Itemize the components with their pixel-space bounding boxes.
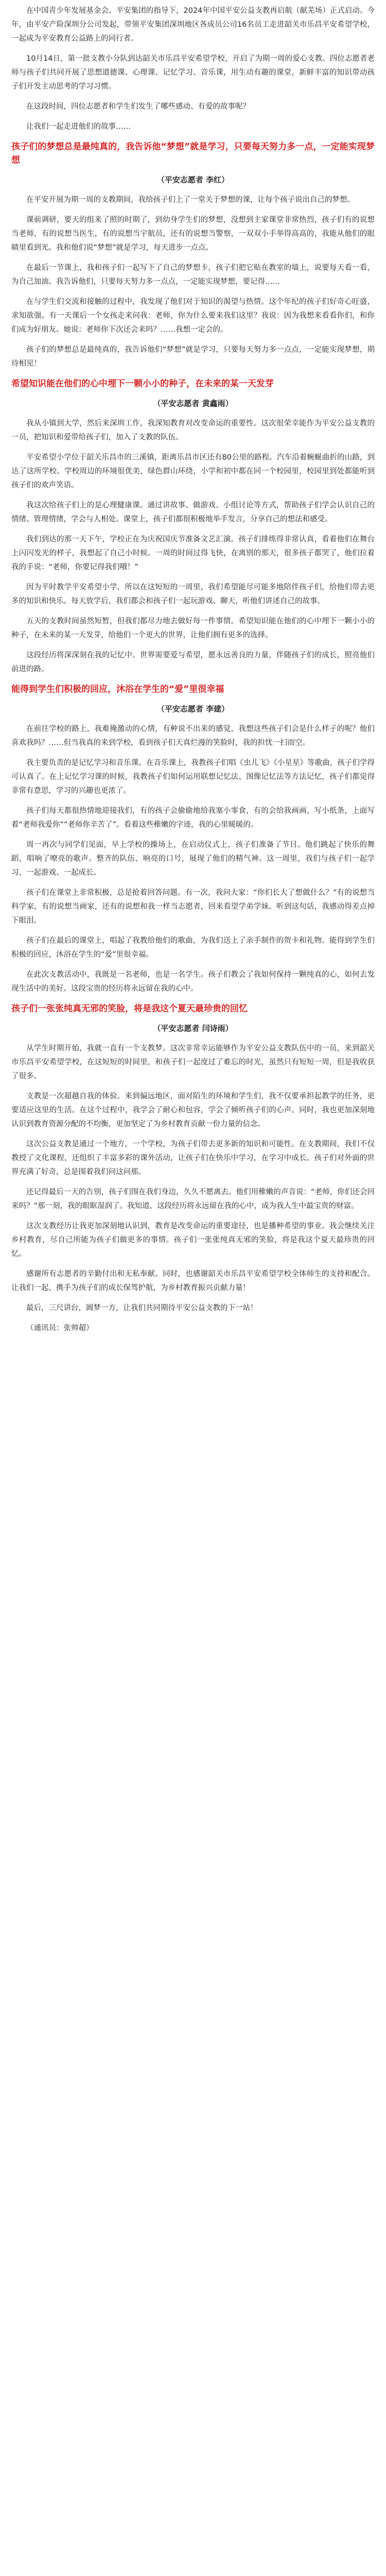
- section-3-paragraph-5: 孩子们在课堂上非常积极，总是抢着回答问题。有一次，我问大家：“你们长大了想做什么？”有的说想当科学家，有的说想当画家，还有的说想和我一样当志愿者，回来看望学弟学妹。听到这句话，我感动得差点掉下眼泪。: [11, 889, 375, 925]
- intro-paragraph-2: 10月14日，第一批支教小分队到达韶关市乐昌平安希望学校，开启了为期一周的爱心支教。四位志愿者老师与孩子们共同开展了思想道德课、心理课、记忆学习、音乐课，用生动有趣的课堂，新鲜丰富的知识带动孩子们开发主动思考的学习习惯。: [11, 55, 375, 91]
- section-3-author: （平安志愿者 李建）: [156, 704, 230, 714]
- section-2-paragraph-6: 五天的支教时间虽然短暂，但我们都尽力地去做好每一件事情。希望知识能在他们的心中埋下一颗小小的种子，在未来的某一天发芽，给他们一个更大的世界，让他们拥有更多的选择。: [11, 617, 375, 639]
- section-3-paragraph-6: 孩子们在最后的课堂上，唱起了我教给他们的歌曲，为我们送上了亲手制作的贺卡和礼物。能得到学生们积极的回应，沐浴在学生的“爱”里很幸福。: [11, 937, 375, 959]
- section-3-paragraph-1: 在前往学校的路上，我难掩激动的心情，有种说不出来的感觉，我想这些孩子们会是什么样子的呢？他们喜欢我吗？……但当我真的来到学校，看到孩子们天真烂漫的笑脸时，我的担忧一扫而空。: [11, 725, 375, 747]
- intro-paragraph-3: 在这段时间，四位志愿者和学生们发生了哪些感动、有爱的故事呢？: [26, 103, 250, 111]
- section-1-paragraph-5: 孩子们的梦想总是最纯真的，我告诉他们“梦想”就是学习，只要每天努力多一点点，一定能实现梦想，期待相见！: [11, 346, 375, 368]
- section-4-paragraph-4: 还记得最后一天的告别，孩子们围在我们身边，久久不愿离去。他们用稚嫩的声音说：“老师，你们还会回来吗？”那一刻，我的眼眶湿润了。我知道，这段经历将永远留在我的心中，成为我人生中最宝贵的财富。: [11, 1188, 375, 1210]
- section-1-heading: 孩子们的梦想总是最纯真的，我告诉他“梦想”就是学习，只要每天努力多一点，一定能实现梦想: [11, 142, 375, 165]
- section-4-paragraph-2: 支教是一次超越自我的体验。来到偏远地区，面对陌生的环境和学生们，我不仅要承担起教学的任务，更要适应这里的生活。在这个过程中，我学会了耐心和包容，学会了倾听孩子们的心声。同时，我也更加深刻地认识到教育资源分配的不均衡，更加坚定了为乡村教育贡献一份力量的信念。: [11, 1092, 375, 1128]
- section-2-paragraph-3: 我这次给孩子们上的是心理健康课。通过讲故事、做游戏、小组讨论等方式，帮助孩子们学会认识自己的情绪、管理情绪，学会与人相处。课堂上，孩子们都很积极地举手发言，分享自己的想法和感受。: [11, 501, 375, 523]
- section-1-paragraph-4: 在与学生们交流和接触的过程中，我发现了他们对于知识的渴望与热情。这个年纪的孩子们好奇心旺盛，求知欲强。有一天课后一个女孩走来问我：老师，你为什么要来我们这里？我说：因为我想来看看你们，和你们成为好朋友。她说：老师你下次还会来吗？……我想一定会的。: [11, 298, 375, 334]
- section-4-paragraph-3: 这次公益支教是通过一个地方，一个学校，为孩子们带去更多新的知识和可能性。在支教期间，我们不仅教授了文化课程，还组织了丰富多彩的课外活动，让孩子们在快乐中学习，在学习中成长。孩子们对外面的世界充满了好奇，总是围着我们问这问那。: [11, 1140, 375, 1176]
- section-4-paragraph-5: 这次支教经历让我更加深刻地认识到，教育是改变命运的重要途径，也是播种希望的事业。我会继续关注乡村教育，尽自己所能为孩子们做更多的事情。孩子们一张张纯真无邪的笑脸，将是我这个夏天最珍贵的回忆。: [11, 1222, 375, 1258]
- closing-paragraph-2: 最后，三尺讲台，圆梦一方，让我们共同期待平安公益支教的下一站！: [26, 1304, 258, 1312]
- section-3-paragraph-2: 我主要负责的是记忆学习和音乐课。在音乐课上，我教孩子们唱《虫儿飞》《小星星》等歌曲，孩子们学得可认真了。在上记忆学习课的时候，我教孩子们如何运用联想记忆法、图像记忆法等方法记忆，孩子们都觉得非常有意思，学习的兴趣也更浓了。: [11, 759, 375, 795]
- closing-paragraph-1: 感谢所有志愿者的辛勤付出和无私奉献。同时，也感谢韶关市乐昌平安希望学校全体师生的支持和配合。让我们一起，携手为孩子们的成长保驾护航，为乡村教育振兴贡献力量！: [11, 1270, 375, 1292]
- section-4-paragraph-1: 从学生时期开始，我就一直有一个支教梦。这次非常幸运能够作为平安公益支教队伍中的一员，来到韶关市乐昌平安希望学校，在这短短的时间里，和孩子们一起度过了难忘的时光，虽然只有短短一周，但是我收获了很多。: [11, 1044, 375, 1080]
- section-2-paragraph-5: 因为平时教学平安希望小学，所以在这短短的一周里，我们希望能尽可能多地陪伴孩子们，给他们带去更多的知识和快乐。每天放学后，我们都会和孩子们一起玩游戏、聊天，听他们讲述自己的故事。: [11, 583, 375, 605]
- section-2-paragraph-7: 这段经历将深深刻在我的记忆中。世界需要爱与希望，愿永远善良的力量，伴随孩子们的成长，照亮他们前进的路。: [11, 651, 375, 673]
- intro-paragraph-4: 让我们一起走进他们的故事……: [26, 123, 131, 131]
- section-2-paragraph-4: 我们到达的那一天下午，学校正在为庆祝国庆节准备文艺汇演。孩子们排练得非常认真，看着他们在舞台上闪闪发光的样子，我想起了自己小时候。一周的时间过得飞快，在离别的那天，很多孩子都哭了，他们拉着我的手说：“老师，你要记得我们哦！”: [11, 535, 375, 571]
- section-2-paragraph-1: 我从小镇到大学，然后来深圳工作，我深知教育对改变命运的重要性。这次很荣幸能作为平安公益支教的一员，把知识和爱带给孩子们，加入了支教的队伍。: [11, 419, 375, 442]
- section-2-heading: 希望知识能在他们的心中埋下一颗小小的种子，在未来的某一天发芽: [11, 379, 274, 389]
- section-1-paragraph-1: 在平安开展为期一周的支教期间，我给孩子们上了一堂关于梦想的课，让每个孩子说出自己的梦想。: [26, 196, 355, 204]
- section-1-paragraph-3: 在最后一节课上，我和孩子们一起写下了自己的梦想卡，孩子们把它贴在教室的墙上，说要每天看一看，为自己加油。我告诉他们，只要每天努力多一点点，一定能实现梦想，要记得……: [11, 264, 375, 286]
- section-3-paragraph-7: 在此次支教活动中，我既是一名老师，也是一名学生。孩子们教会了我如何保持一颗纯真的心，如何去发现生活中的美好。这段宝贵的经历将永远留在我的心中。: [11, 971, 375, 993]
- section-1-paragraph-2: 课前调研，要天的组来了照的时期了，到幼身学生们的梦想，没想到主家课堂非常热烈，孩子们有的说想当老师，有的说想当医生，有的说想当宇航员，还有的说想当警察，一双双小手举得高高的，我能从他们的眼睛里看到光。我和他们说“梦想”就是学习，每天进步一点点。: [11, 216, 375, 252]
- intro-paragraph-1: 在中国青少年发展基金会、平安集团的指导下，2024年中国平安公益支教再启航（献芜场）正式启动。今年，由平安产险深圳分公司发起，带领平安集团深圳地区各成员公司16名员工走进韶关市乐昌平安希望学校，一起成为平安教育公益路上的同行者。: [11, 7, 375, 43]
- section-3-paragraph-3: 孩子们每天都很热情地迎接我们，有的孩子会偷偷地给我塞小零食，有的会给我画画、写小纸条，上面写着“老师我爱你”“老师你辛苦了”。看着这些稚嫩的字迹，我的心里暖暖的。: [11, 807, 375, 829]
- section-1-author: （平安志愿者 李红）: [156, 175, 230, 184]
- section-2-paragraph-2: 平安希望小学位于韶关乐昌市的三溪镇，距离乐昌市区还有80公里的路程。汽车沿着蜿蜒曲折的山路，到达了这所学校。学校周边的环境很优美，绿色群山环绕，小学和初中都在同一个校园里，校园里到处都能听到孩子们的欢声笑语。: [11, 453, 375, 489]
- section-3-paragraph-4: 周一再次与同学们见面，早上学校的操场上，在启动仪式上，孩子们准备了节目。他们跳起了快乐的舞蹈，唱响了嘹亮的歌声。整齐的队伍、响亮的口号，展现了他们的精气神。这一周里，我们与孩子们一起学习、一起游戏、一起成长。: [11, 841, 375, 877]
- section-3-heading: 能得到学生们积极的回应，沐浴在学生的“爱”里很幸福: [11, 684, 224, 694]
- section-2-author: （平安志愿者 黄鑫雨）: [153, 399, 233, 408]
- section-4-author: （平安志愿者 闫诗雨）: [153, 1024, 233, 1033]
- section-4-heading: 孩子们一张张纯真无邪的笑脸，将是我这个夏天最珍贵的回忆: [11, 1004, 248, 1014]
- reporter-credit: （通讯员：张帅超）: [26, 1324, 94, 1332]
